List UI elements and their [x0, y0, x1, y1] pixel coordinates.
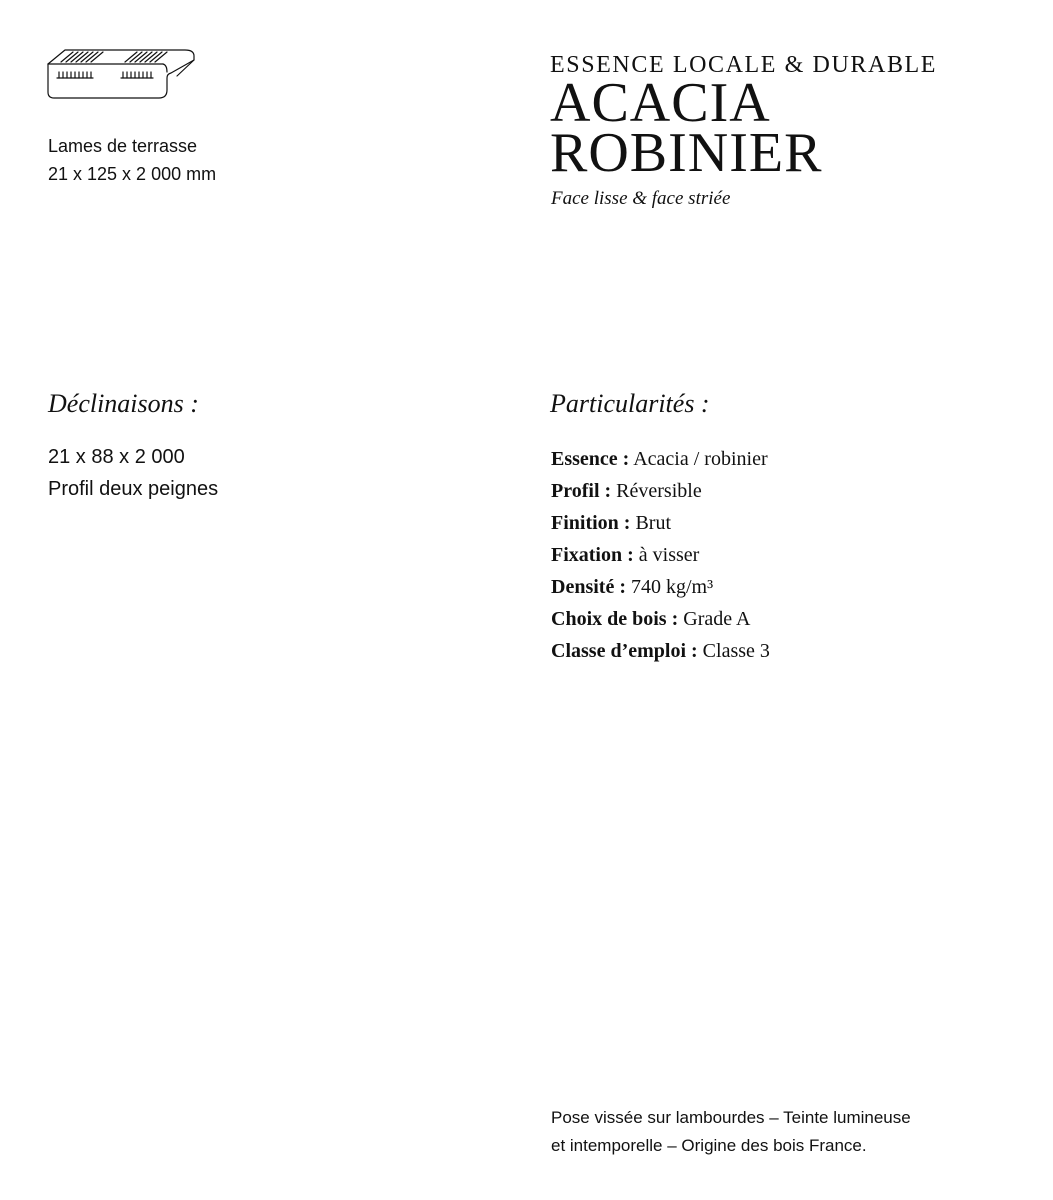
spec-row-essence: [551, 443, 770, 475]
spec-label: Fixation :: [551, 544, 634, 566]
spec-value: Classe 3: [702, 640, 770, 662]
title-kicker: ESSENCE LOCALE & DURABLE: [550, 52, 938, 78]
spec-row-classe-emploi: [551, 635, 770, 667]
page-title: [550, 72, 823, 184]
footer-note: [551, 1104, 971, 1160]
spec-label: Finition :: [551, 512, 631, 534]
spec-row-densite: [551, 571, 770, 603]
spec-value: à visser: [638, 544, 700, 566]
spec-value: Brut: [635, 512, 672, 534]
specs-list: [551, 443, 770, 667]
spec-value: Réversible: [616, 480, 702, 502]
spec-row-choix-de-bois: [551, 603, 770, 635]
title-line-1: ACACIA: [550, 72, 771, 134]
spec-row-profil: [551, 475, 770, 507]
spec-value: Grade A: [683, 608, 751, 630]
product-type-label: Lames de terrasse: [48, 136, 198, 156]
footer-line-2: et intemporelle – Origine des bois France.: [551, 1136, 867, 1155]
title-line-2: ROBINIER: [550, 122, 823, 184]
product-dimensions: 21 x 125 x 2 000 mm: [48, 164, 217, 184]
spec-label: Profil :: [551, 480, 612, 502]
spec-row-finition: [551, 507, 770, 539]
spec-label: Choix de bois :: [551, 608, 679, 630]
variant-profile: Profil deux peignes: [48, 478, 219, 500]
spec-row-fixation: [551, 539, 770, 571]
decking-board-profile-icon: [47, 46, 197, 102]
variants-heading: Déclinaisons :: [48, 389, 199, 418]
footer-line-1: Pose vissée sur lambourdes – Teinte lumineuse: [551, 1108, 911, 1127]
variant-dimensions: 21 x 88 x 2 000: [48, 446, 185, 468]
spec-value: 740 kg/m³: [630, 576, 714, 598]
spec-label: Classe d’emploi :: [551, 640, 698, 662]
spec-label: Densité :: [551, 576, 626, 598]
specs-heading: Particularités :: [550, 389, 710, 418]
page-subtitle: Face lisse & face striée: [551, 188, 731, 209]
spec-value: Acacia / robinier: [633, 448, 768, 470]
spec-label: Essence :: [551, 448, 630, 470]
